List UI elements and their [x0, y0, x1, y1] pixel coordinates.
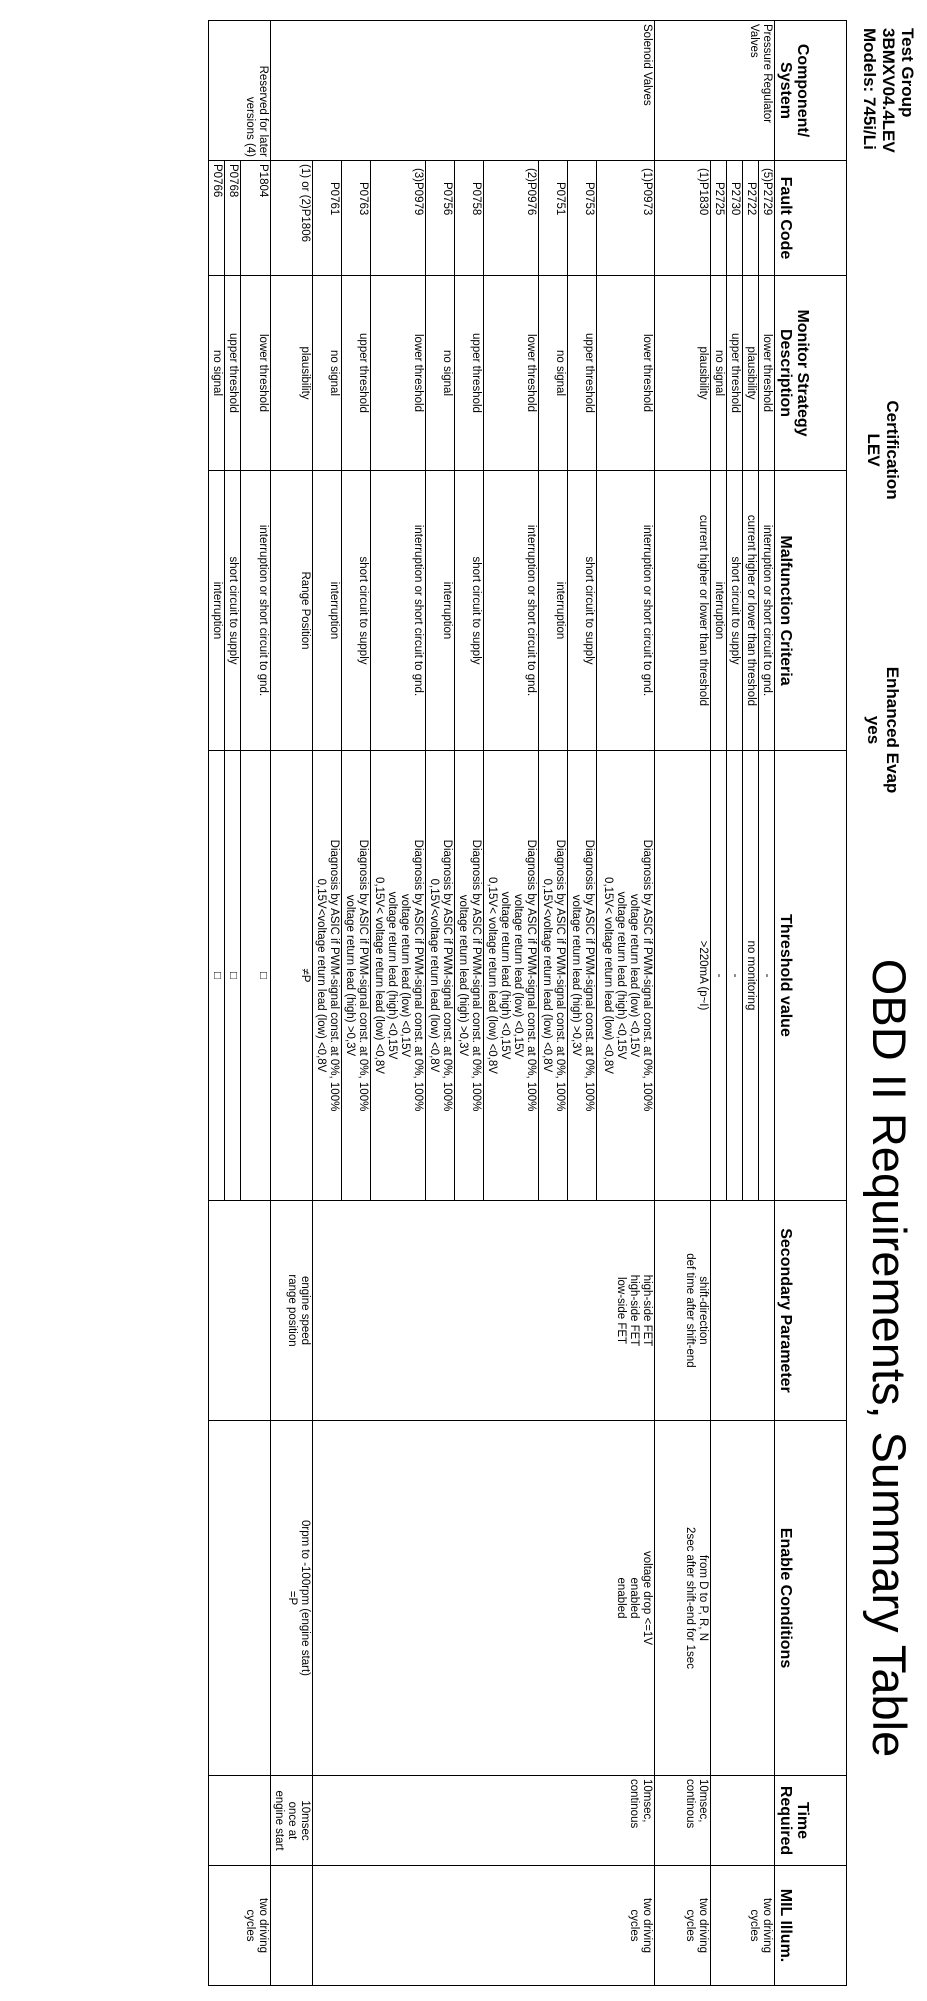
col-mil: MIL Illum.: [775, 1866, 847, 1986]
malfunction-cell: interruption or short circuit to gnd.: [759, 471, 775, 751]
fault-prefix: (1): [697, 167, 709, 182]
threshold-text: Diagnosis by ASIC if PWM-signal const. at 0%, 100%: [441, 839, 453, 1112]
mil-text: two driving: [697, 1898, 709, 1953]
enable-cell: [209, 1421, 271, 1776]
system-cell: Pressure Regulator Valves: [655, 21, 775, 161]
test-group-label: Test Group: [898, 28, 917, 118]
monitor-cell: upper threshold: [225, 276, 241, 471]
fault-code-cell: [727, 161, 743, 276]
col-monitor: Monitor Strategy Description: [775, 276, 847, 471]
threshold-cell: [313, 751, 342, 1201]
malfunction-cell: short circuit to supply: [455, 471, 484, 751]
threshold-text: 0,15V< voltage return lead (low) <0,8V: [602, 877, 614, 1074]
mil-text: two driving: [257, 1898, 269, 1953]
malfunction-cell: interruption: [313, 471, 342, 751]
malfunction-cell: interruption or short circuit to gnd.: [371, 471, 426, 751]
fault-code: P2729: [761, 182, 773, 216]
table-row: [241, 21, 271, 1986]
fault-code: P0763: [357, 182, 369, 216]
fault-prefix: (1): [641, 167, 653, 182]
enable-text: voltage drop <=1V: [641, 1551, 653, 1645]
threshold-text: voltage return lead (high) <0,15V: [499, 891, 511, 1060]
secondary-cell: [655, 1201, 711, 1421]
enable-cell: [271, 1421, 313, 1776]
col-enable: Enable Conditions: [775, 1421, 847, 1776]
fault-code: P1804: [257, 164, 269, 198]
table-row: [597, 21, 655, 1986]
threshold-text: 0,15V<voltage return lead (low) <0,8V: [541, 878, 553, 1073]
fault-code: P2730: [729, 182, 741, 216]
threshold-cell: -: [759, 751, 775, 1201]
fault-code-cell: [342, 161, 371, 276]
threshold-cell: □: [209, 751, 225, 1201]
enable-text: 2sec after shift-end for 1sec: [684, 1527, 696, 1669]
threshold-cell: >220mA (p~I): [655, 751, 711, 1201]
fault-code-cell: [271, 161, 313, 276]
malfunction-cell: interruption or short circuit to gnd.: [484, 471, 539, 751]
time-text: engine start: [273, 1790, 285, 1851]
monitor-cell: no signal: [711, 276, 727, 471]
fault-code-cell: [597, 161, 655, 276]
system-cell: Solenoid Valves: [271, 21, 655, 161]
threshold-text: voltage return lead (high) >0,3V: [570, 894, 582, 1057]
secondary-text: range position: [286, 1274, 298, 1347]
time-text: 10msec,: [641, 1779, 653, 1823]
threshold-text: Diagnosis by ASIC if PWM-signal const. at 0%, 100%: [328, 839, 340, 1112]
monitor-cell: lower threshold: [759, 276, 775, 471]
secondary-cell: [209, 1201, 271, 1421]
fault-prefix: (3): [412, 167, 424, 182]
col-time: Time Required: [775, 1776, 847, 1866]
fault-code: P0976: [525, 182, 537, 216]
monitor-cell: upper threshold: [455, 276, 484, 471]
fault-code: P0979: [412, 182, 424, 216]
threshold-text: voltage return lead (high) >0,3V: [457, 894, 469, 1057]
enable-cell: [711, 1421, 775, 1776]
threshold-text: Diagnosis by ASIC if PWM-signal const. at 0%, 100%: [470, 839, 482, 1112]
mil-cell: [209, 1866, 271, 1986]
col-secondary: Secondary Parameter: [775, 1201, 847, 1421]
secondary-cell: [313, 1201, 655, 1421]
malfunction-cell: interruption: [426, 471, 455, 751]
col-fault-code: Fault Code: [775, 161, 847, 276]
malfunction-cell: interruption or short circuit to gnd.: [597, 471, 655, 751]
fault-code-cell: [225, 161, 241, 276]
mil-text: cycles: [628, 1909, 640, 1942]
fault-code-cell: [209, 161, 225, 276]
table-header-row: [775, 21, 847, 1986]
time-cell: [271, 1776, 313, 1866]
page-title: OBD II Requirements, Summary Table: [863, 958, 916, 1758]
secondary-cell: [711, 1201, 775, 1421]
fault-code-cell: [455, 161, 484, 276]
time-cell: [209, 1776, 271, 1866]
mil-cell: [711, 1866, 775, 1986]
time-cell: [655, 1776, 711, 1866]
malfunction-cell: interruption: [209, 471, 225, 751]
secondary-text: high-side FET: [628, 1274, 640, 1347]
fault-code: P0756: [441, 182, 453, 216]
malfunction-cell: interruption: [711, 471, 727, 751]
monitor-cell: plausibility: [271, 276, 313, 471]
threshold-cell: [568, 751, 597, 1201]
fault-code-cell: [743, 161, 759, 276]
malfunction-cell: current higher or lower than threshold: [743, 471, 759, 751]
fault-prefix: (5): [761, 167, 773, 182]
threshold-text: voltage return lead (low) <0,15V: [628, 893, 640, 1058]
secondary-text: def time after shift-end: [684, 1253, 696, 1368]
malfunction-cell: short circuit to supply: [225, 471, 241, 751]
time-cell: [313, 1776, 655, 1866]
fault-code: P0753: [583, 182, 595, 216]
threshold-text: 0,15V< voltage return lead (low) <0,8V: [486, 877, 498, 1074]
fault-code: P2725: [713, 182, 725, 216]
certification-header: [864, 300, 902, 600]
monitor-cell: no signal: [313, 276, 342, 471]
threshold-cell: [455, 751, 484, 1201]
test-group-value: 3BMXV04.4LEV: [879, 28, 898, 153]
table-row: [655, 21, 711, 1986]
table-row: [271, 21, 313, 1986]
enable-cell: [313, 1421, 655, 1776]
fault-code: P0751: [554, 182, 566, 216]
fault-code-cell: [484, 161, 539, 276]
fault-code-cell: [711, 161, 727, 276]
threshold-cell: [597, 751, 655, 1201]
threshold-cell: [371, 751, 426, 1201]
certification-value: LEV: [864, 433, 883, 467]
mil-text: cycles: [244, 1909, 256, 1942]
malfunction-cell: interruption or short circuit to gnd.: [241, 471, 271, 751]
evap-header: [864, 580, 902, 880]
malfunction-cell: short circuit to supply: [342, 471, 371, 751]
enable-text: 0rpm to -100rpm (engine start): [299, 1520, 311, 1676]
fault-code: P2722: [745, 182, 757, 216]
monitor-cell: lower threshold: [484, 276, 539, 471]
monitor-cell: no signal: [209, 276, 225, 471]
threshold-text: voltage return lead (high) <0,15V: [615, 891, 627, 1060]
col-threshold: Threshold value: [775, 751, 847, 1201]
threshold-cell: [426, 751, 455, 1201]
col-component: Component/ System: [775, 21, 847, 161]
threshold-cell: -: [727, 751, 743, 1201]
secondary-text: engine speed: [299, 1275, 311, 1346]
mil-text: two driving: [641, 1898, 653, 1953]
secondary-text: shift-direction: [697, 1276, 709, 1345]
time-text: once at: [286, 1801, 298, 1840]
threshold-text: Diagnosis by ASIC if PWM-signal const. at 0%, 100%: [641, 839, 653, 1112]
threshold-text: voltage return lead (high) >0,3V: [344, 894, 356, 1057]
fault-code-cell: [539, 161, 568, 276]
fault-code: P1830: [697, 182, 709, 216]
threshold-cell: [342, 751, 371, 1201]
certification-label: Certification: [883, 400, 902, 500]
monitor-cell: upper threshold: [342, 276, 371, 471]
fault-code: P0768: [227, 164, 239, 198]
threshold-text: 0,15V< voltage return lead (low) <0,8V: [373, 877, 385, 1074]
threshold-cell: □: [225, 751, 241, 1201]
threshold-text: 0,15V<voltage return lead (low) <0,8V: [428, 878, 440, 1073]
mil-text: cycles: [748, 1909, 760, 1942]
fault-code-cell: [426, 161, 455, 276]
table-row: [759, 21, 775, 1986]
threshold-text: voltage return lead (high) <0,15V: [386, 891, 398, 1060]
malfunction-cell: Range Position: [271, 471, 313, 751]
models-label: Models: 745i/Li: [860, 28, 879, 150]
fault-prefix: (2): [525, 167, 537, 182]
threshold-cell: [484, 751, 539, 1201]
threshold-text: Diagnosis by ASIC if PWM-signal const. at 0%, 100%: [412, 839, 424, 1112]
threshold-cell: [539, 751, 568, 1201]
monitor-cell: lower threshold: [241, 276, 271, 471]
time-text: 10msec,: [697, 1779, 709, 1823]
monitor-cell: no signal: [539, 276, 568, 471]
enable-text: =P: [286, 1590, 298, 1606]
evap-value: yes: [864, 715, 883, 745]
mil-text: two driving: [761, 1898, 773, 1953]
malfunction-cell: short circuit to supply: [727, 471, 743, 751]
monitor-cell: no signal: [426, 276, 455, 471]
obd-requirements-table: [208, 20, 847, 1986]
malfunction-cell: interruption: [539, 471, 568, 751]
fault-code-cell: [241, 161, 271, 276]
threshold-text: Diagnosis by ASIC if PWM-signal const. at 0%, 100%: [583, 839, 595, 1112]
secondary-text: high-side FET: [641, 1274, 653, 1347]
fault-code: P0973: [641, 182, 653, 216]
enable-text: enabled: [628, 1577, 640, 1619]
fault-code: P0758: [470, 182, 482, 216]
threshold-text: 0,15V<voltage return lead (low) <0,8V: [315, 878, 327, 1073]
test-group-header: [860, 28, 917, 288]
fault-code-cell: [313, 161, 342, 276]
fault-code-cell: [655, 161, 711, 276]
monitor-cell: lower threshold: [371, 276, 426, 471]
secondary-cell: [271, 1201, 313, 1421]
mil-cell: [313, 1866, 655, 1986]
enable-text: from D to P, R, N: [697, 1554, 709, 1642]
secondary-text: low-side FET: [615, 1276, 627, 1345]
monitor-cell: upper threshold: [568, 276, 597, 471]
enable-text: enabled: [615, 1577, 627, 1619]
threshold-text: voltage return lead (low) <0,15V: [399, 893, 411, 1058]
mil-cell: [655, 1866, 711, 1986]
threshold-cell: no monitoring: [743, 751, 759, 1201]
mil-cell: [271, 1866, 313, 1986]
threshold-cell: ≠P: [271, 751, 313, 1201]
enable-cell: [655, 1421, 711, 1776]
threshold-text: Diagnosis by ASIC if PWM-signal const. at 0%, 100%: [357, 839, 369, 1112]
malfunction-cell: short circuit to supply: [568, 471, 597, 751]
monitor-cell: upper threshold: [727, 276, 743, 471]
fault-code: P0766: [211, 164, 223, 198]
time-text: continous: [684, 1779, 696, 1829]
fault-code: P1806: [299, 208, 311, 242]
fault-code-cell: [759, 161, 775, 276]
fault-code-cell: [371, 161, 426, 276]
col-malfunction: Malfunction Criteria: [775, 471, 847, 751]
threshold-text: voltage return lead (low) <0,15V: [512, 893, 524, 1058]
evap-label: Enhanced Evap: [883, 666, 902, 794]
time-text: continous: [628, 1779, 640, 1829]
threshold-cell: -: [711, 751, 727, 1201]
fault-prefix: (1) or (2): [299, 164, 311, 209]
time-cell: [711, 1776, 775, 1866]
fault-code: P0761: [328, 182, 340, 216]
monitor-cell: lower threshold: [597, 276, 655, 471]
fault-code-cell: [568, 161, 597, 276]
threshold-text: Diagnosis by ASIC if PWM-signal const. at 0%, 100%: [554, 839, 566, 1112]
monitor-cell: plausibility: [743, 276, 759, 471]
monitor-cell: plausibility: [655, 276, 711, 471]
time-text: 10msec: [299, 1800, 311, 1841]
mil-text: cycles: [684, 1909, 696, 1942]
threshold-cell: □: [241, 751, 271, 1201]
system-cell: Reserved for later versions (4): [209, 21, 271, 161]
malfunction-cell: current higher or lower than threshold: [655, 471, 711, 751]
threshold-text: Diagnosis by ASIC if PWM-signal const. at 0%, 100%: [525, 839, 537, 1112]
